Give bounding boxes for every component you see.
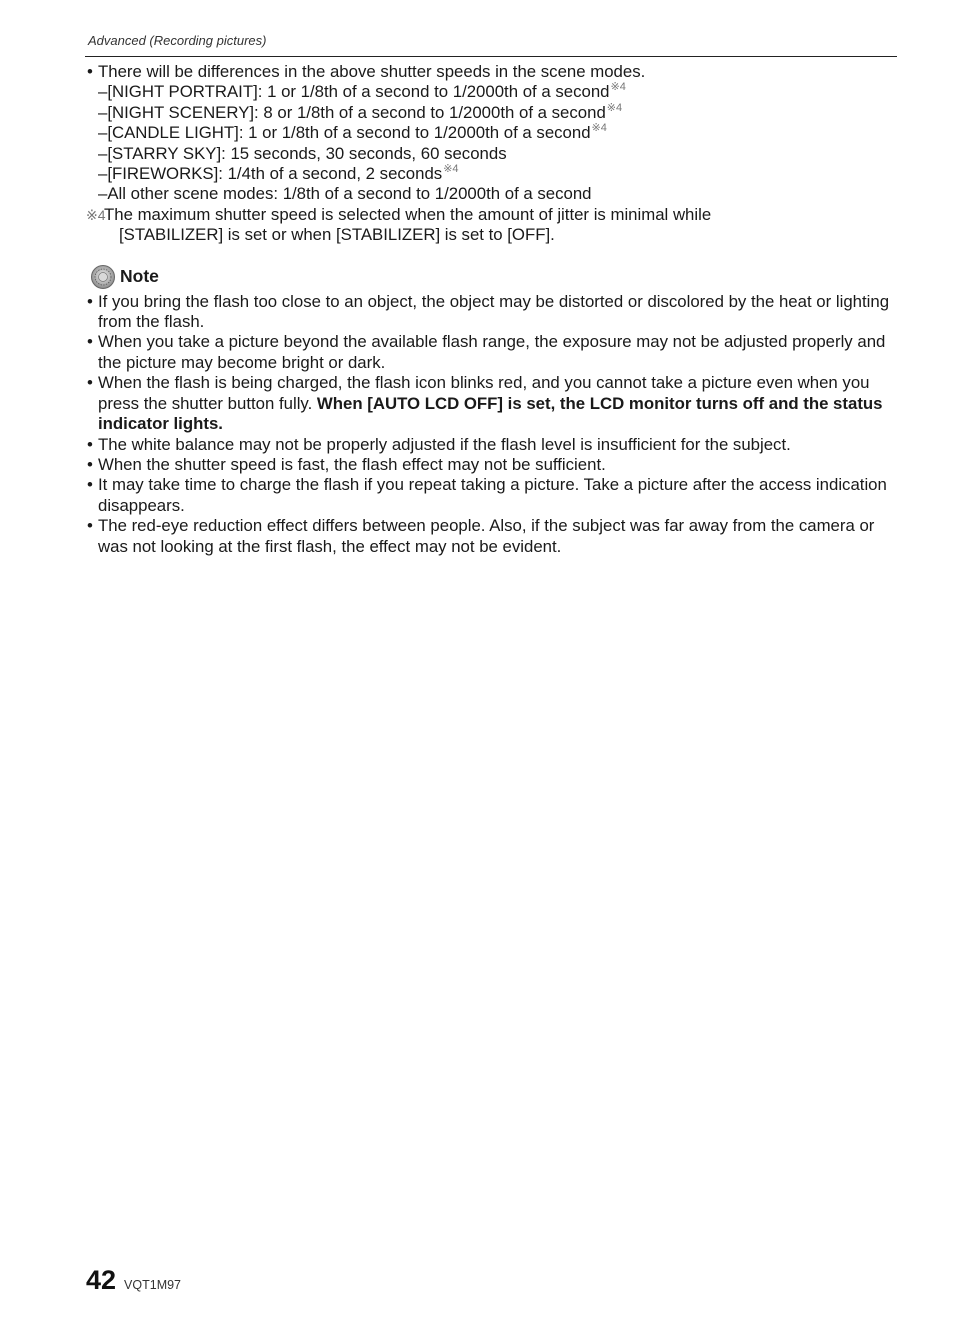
bullet-icon: • xyxy=(87,62,93,81)
shutter-mode-text: –[STARRY SKY]: 15 seconds, 30 seconds, 60 seconds xyxy=(98,143,507,163)
note-item xyxy=(86,516,896,557)
note-item xyxy=(86,373,896,434)
page-number: 42 xyxy=(86,1265,117,1295)
shutter-mode-item xyxy=(86,123,896,143)
section-header: Advanced (Recording pictures) xyxy=(88,33,267,48)
bullet-icon: • xyxy=(87,454,93,474)
note-item-text: When the flash is being charged, the flash icon blinks red, and you cannot take a picture even when you press the shutter button fully. xyxy=(98,373,870,413)
note-item-text: The white balance may not be properly adjusted if the flash level is insufficient for the subject. xyxy=(98,434,791,454)
footnote-mark: ※4 xyxy=(591,122,607,135)
shutter-mode-item xyxy=(86,103,896,123)
shutter-mode-text: –[NIGHT PORTRAIT]: 1 or 1/8th of a second to 1/2000th of a second xyxy=(98,82,610,102)
shutter-mode-item xyxy=(86,164,896,184)
page-content xyxy=(86,62,896,557)
bullet-icon: • xyxy=(87,373,93,393)
note-title: Note xyxy=(120,266,159,287)
bullet-icon: • xyxy=(87,332,93,352)
header-divider xyxy=(85,56,897,57)
model-code: VQT1M97 xyxy=(124,1278,182,1292)
note-item-text: It may take time to charge the flash if you repeat taking a picture. Take a picture after the access indication disappears. xyxy=(98,475,887,515)
shutter-mode-text: –[NIGHT SCENERY]: 8 or 1/8th of a second to 1/2000th of a second xyxy=(98,102,606,122)
page-footer xyxy=(86,1265,181,1296)
bullet-icon: • xyxy=(87,475,93,495)
note-item-bold-text: When [AUTO LCD OFF] is set, the LCD monitor turns off and the status indicator lights. xyxy=(98,393,883,434)
bullet-icon: • xyxy=(87,434,93,454)
note-icon xyxy=(90,264,116,290)
shutter-mode-text: –[CANDLE LIGHT]: 1 or 1/8th of a second to 1/2000th of a second xyxy=(98,123,591,143)
footnote-text-line1: The maximum shutter speed is selected when the amount of jitter is minimal while xyxy=(104,204,712,224)
note-item xyxy=(86,475,896,516)
note-item-text: If you bring the flash too close to an object, the object may be distorted or discolored by the heat or lighting from the flash. xyxy=(98,291,890,332)
shutter-intro xyxy=(86,62,896,82)
note-item-text: When you take a picture beyond the available flash range, the exposure may not be adjusted properly and the picture may become bright or dark. xyxy=(98,332,886,372)
footnote-mark: ※4 xyxy=(606,101,623,114)
shutter-mode-text: –All other scene modes: 1/8th of a second to 1/2000th of a second xyxy=(98,184,592,204)
footnote-mark: ※4 xyxy=(443,163,459,176)
footnote xyxy=(86,205,896,246)
note-item xyxy=(86,435,896,455)
shutter-mode-item xyxy=(86,144,896,164)
shutter-mode-item xyxy=(86,184,896,204)
note-item-text: When the shutter speed is fast, the flash effect may not be sufficient. xyxy=(98,454,606,474)
note-item xyxy=(86,332,896,373)
bullet-icon: • xyxy=(87,291,93,311)
note-heading xyxy=(90,264,896,290)
shutter-mode-text: –[FIREWORKS]: 1/4th of a second, 2 seconds xyxy=(98,164,443,184)
note-item xyxy=(86,455,896,475)
shutter-mode-item xyxy=(86,82,896,102)
footnote-mark: ※4 xyxy=(610,81,626,94)
footnote-text-line2: [STABILIZER] is set or when [STABILIZER] is set to [OFF]. xyxy=(119,225,555,245)
shutter-intro-text: There will be differences in the above shutter speeds in the scene modes. xyxy=(98,62,646,81)
footnote-reference-mark: ※4 xyxy=(86,206,106,223)
bullet-icon: • xyxy=(87,516,93,536)
note-item xyxy=(86,292,896,333)
note-item-text: The red-eye reduction effect differs between people. Also, if the subject was far away from the camera or was not looking at the first flash, the effect may not be evident. xyxy=(98,516,875,556)
